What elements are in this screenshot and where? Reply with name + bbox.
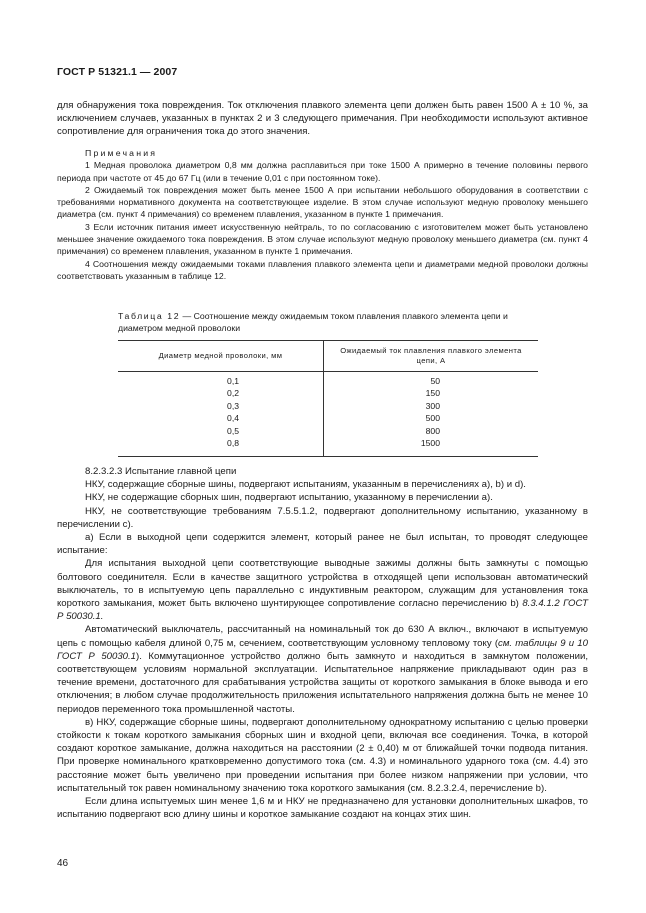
table-col-current bbox=[324, 372, 539, 457]
paragraph: в) НКУ, содержащие сборные шины, подвергают дополнительному однократному испытанию с целью проверки стойкости к токам короткого замыкания сборных шин и входной цепи, включая все соединения. Точка, в которой создают короткое замыкание, должна находиться на расстоянии (2 ± 0,40) м от ближайшей точки подвода питания. При проверке номинального кратковременно допустимого тока (см. 4.3) и номинального ударного тока (см. 4.4) это расстояние может быть увеличено при проведении испытания при более низком напряжении при условии, что испытательный ток равен номинальному значению тока короткого замыкания (см. 8.2.3.2.4, перечисление b). bbox=[57, 716, 588, 794]
notes-block bbox=[57, 147, 588, 282]
paragraph: НКУ, не соответствующие требованиям 7.5.5.1.2, подвергают дополнительному испытанию, указанному в перечислении с). bbox=[57, 505, 588, 530]
table-cell-current: 1500 bbox=[420, 438, 440, 449]
paragraph bbox=[57, 623, 588, 715]
reference: 8.3.4.1.2 ГОСТ Р 50030.1. bbox=[57, 598, 588, 623]
section-heading: 8.2.3.2.3 Испытание главной цепи bbox=[85, 466, 237, 477]
table-cell-diameter: 0,8 bbox=[227, 438, 239, 449]
note-3: 3 Если источник питания имеет искусственную нейтраль, то по согласованию с изготовителем может быть установлено меньшее значение ожидаемого тока повреждения. В этом случае используют медную проволоку меньшего диаметра (см. пункт 4 примечания) со временем плавления, указанном в пункте 1 примечания. bbox=[57, 221, 588, 257]
table-12 bbox=[118, 340, 538, 457]
table-cell-current: 800 bbox=[425, 425, 440, 436]
table-caption bbox=[118, 310, 538, 334]
paragraph-text: ). Коммутационное устройство должно быть замкнуто и находиться в замкнутом положении, соответствующем условиям нормальной эксплуатации. Испытательное напряжение прикладывают один раз в течение времени, достаточного для срабатывания устройства защиты от короткого замыкания в блоке вывода и его отключения; в любом случае продолжительность приложения испытательного напряжения должна быть не менее 10 периодов переменного тока промышленной частоты. bbox=[57, 650, 588, 715]
table-col-diameter bbox=[118, 372, 324, 457]
notes-title bbox=[57, 147, 588, 159]
table-label: Таблица 12 bbox=[118, 311, 181, 321]
diameter-values bbox=[215, 375, 239, 449]
page-number: 46 bbox=[57, 858, 69, 869]
table-cell-current: 50 bbox=[430, 376, 440, 386]
note-1: 1 Медная проволока диаметром 0,8 мм должна расплавиться при токе 1500 А примерно в течение половины первого периода при частоте от 45 до 67 Гц (или в течение 0,01 с при постоянном токе). bbox=[57, 160, 588, 183]
paragraph bbox=[57, 557, 588, 623]
table-header-current bbox=[324, 341, 539, 372]
intro-text bbox=[57, 99, 588, 139]
table-cell-current: 500 bbox=[425, 413, 440, 424]
notes-title-text: Примечания bbox=[85, 148, 158, 158]
table-cell-diameter: 0,4 bbox=[227, 413, 239, 424]
paragraph: Если длина испытуемых шин менее 1,6 м и НКУ не предназначено для установки дополнительных шкафов, то испытанию подвергают всю длину шины и короткое замыкание создают на концах этих шин. bbox=[57, 796, 588, 821]
table-cell-current: 150 bbox=[425, 388, 440, 399]
note-2: 2 Ожидаемый ток повреждения может быть менее 1500 А при испытании небольшого оборудования в соответствии с требованиями нормативного документа на соответствующее изделие. В этом случае используют медную проволоку меньшего диаметра (см. пункт 4 примечания) со временем плавления, указанном в пункте 1 примечания. bbox=[57, 184, 588, 220]
paragraph: а) Если в выходной цепи содержится элемент, который ранее не был испытан, то проводят следующее испытание: bbox=[57, 532, 588, 557]
paragraph-text: Автоматический выключатель, рассчитанный на номинальный ток до 630 А включ., включают в испытуемую цепь с помощью кабеля длиной 0,75 м, сечением, соответствующим условному тепловому току ( bbox=[57, 624, 588, 649]
table-cell-current: 300 bbox=[425, 400, 440, 411]
standard-header: ГОСТ Р 51321.1 — 2007 bbox=[57, 66, 178, 78]
table-cell-diameter: 0,5 bbox=[227, 425, 239, 436]
table-cell-diameter: 0,2 bbox=[227, 388, 239, 399]
paragraph-text: Для испытания выходной цепи соответствующие выводные зажимы должны быть замкнуты с помощью болтового соединителя. Если в качестве защитного устройства в отходящей цепи использован автоматический выключатель, то в испытуемую цепь параллельно с индуктивным реактором, служащим для установления тока короткого замыкания, может быть включено шунтирующее сопротивление согласно перечислению b) bbox=[57, 558, 588, 610]
table-cell-diameter: 0,3 bbox=[227, 400, 239, 411]
table-header-current-text: Ожидаемый ток плавления плавкого элемента цепи, А bbox=[340, 346, 522, 365]
table-header-diameter: Диаметр медной проволоки, мм bbox=[118, 341, 324, 372]
current-values bbox=[412, 375, 440, 449]
table-caption-text: — Соотношение между ожидаемым током плавления плавкого элемента цепи и диаметром медной проволоки bbox=[118, 311, 508, 334]
paragraph: НКУ, содержащие сборные шины, подвергают испытаниям, указанным в перечислениях а), b) и d). bbox=[85, 479, 526, 491]
note-4: 4 Соотношения между ожидаемыми токами плавления плавкого элемента цепи и диаметрами медной проволоки должны соответствовать указанным в таблице 12. bbox=[57, 258, 588, 281]
reference: см. таблицы 9 и 10 ГОСТ Р 50030.1 bbox=[57, 637, 588, 662]
table-cell-diameter: 0,1 bbox=[227, 376, 239, 386]
main-text bbox=[57, 465, 588, 821]
intro-paragraph: для обнаружения тока повреждения. Ток отключения плавкого элемента цепи должен быть равен 1500 А ± 10 %, за исключением случаев, указанных в пунктах 2 и 3 следующего примечания. При необходимости используют активное сопротивление для ограничения тока до этого значения. bbox=[57, 100, 588, 138]
paragraph: НКУ, не содержащие сборных шин, подвергают испытанию, указанному в перечислении а). bbox=[85, 492, 493, 504]
